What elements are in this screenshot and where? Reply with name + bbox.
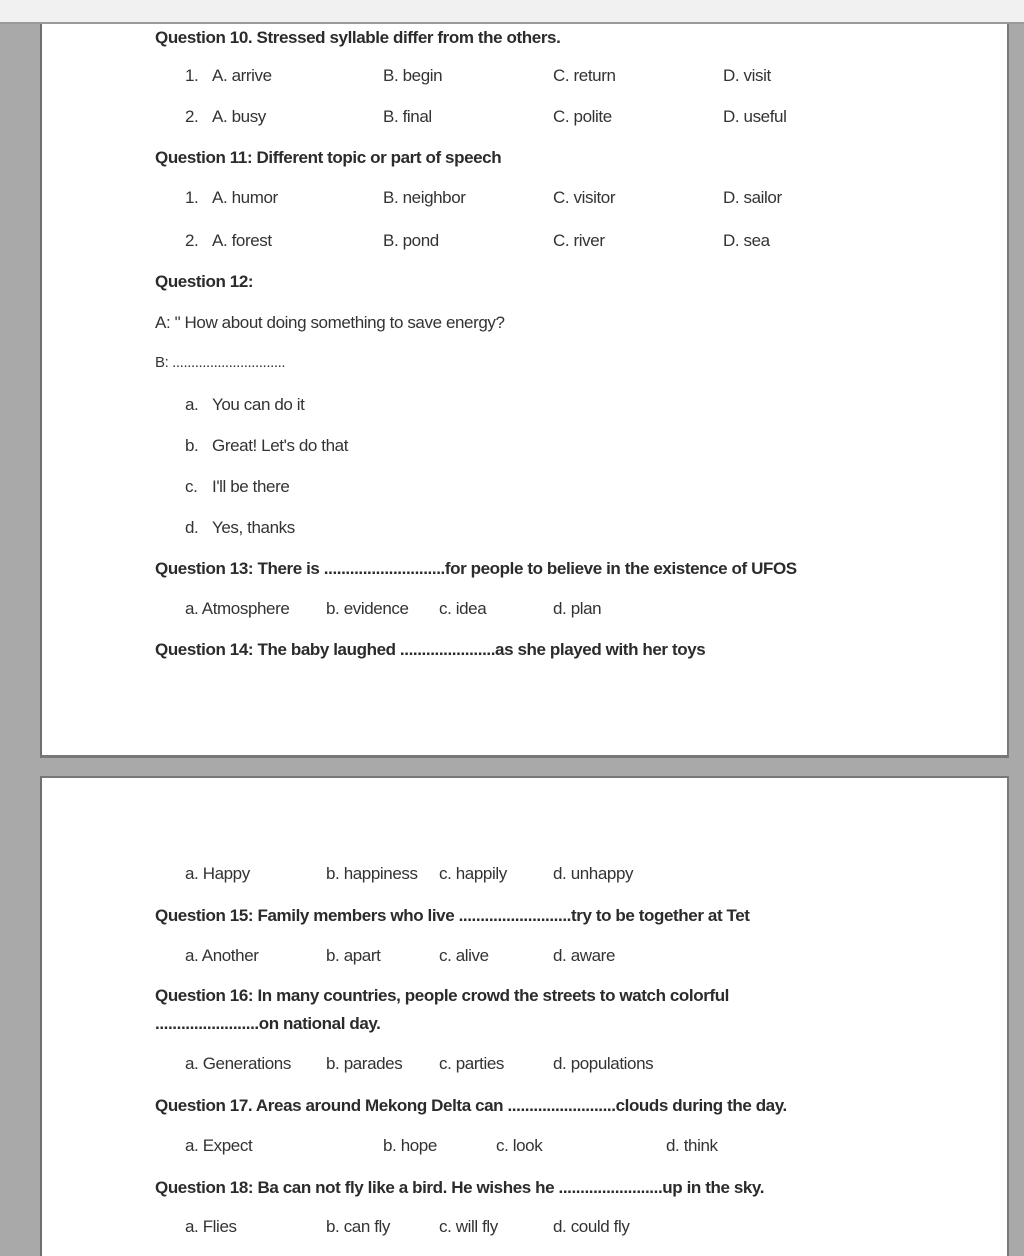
option-d: d. populations — [553, 1054, 654, 1073]
option-b: b. parades — [326, 1054, 403, 1073]
option-a: a. Flies — [185, 1217, 237, 1236]
question-13-title: Question 13: There is ............................for people to believe in the existence of UFOS — [155, 559, 797, 578]
option-a: a. Expect — [185, 1136, 253, 1155]
dialogue-line-a: A: " How about doing something to save energy? — [155, 313, 505, 332]
dialogue-line-b: B: .............................. — [155, 354, 286, 371]
option-b: b. apart — [326, 946, 381, 965]
option-d: D. sailor — [723, 188, 782, 207]
option-label: a. — [185, 395, 199, 414]
option-a: a. Atmosphere — [185, 599, 290, 618]
question-16-title-continued: ........................on national day. — [155, 1014, 381, 1033]
option-text: You can do it — [212, 395, 305, 414]
option-a: A. busy — [212, 107, 266, 126]
option-c: c. parties — [439, 1054, 504, 1073]
question-11-title: Question 11: Different topic or part of speech — [155, 148, 502, 167]
option-b: B. pond — [383, 231, 439, 250]
option-c: c. happily — [439, 864, 507, 883]
option-c: c. alive — [439, 946, 489, 965]
option-a: a. Generations — [185, 1054, 291, 1073]
option-c: C. polite — [553, 107, 612, 126]
row-number: 2. — [185, 231, 199, 250]
document-page-2 — [40, 776, 1009, 1256]
option-a: a. Another — [185, 946, 259, 965]
question-12-title: Question 12: — [155, 272, 254, 291]
option-label: d. — [185, 518, 199, 537]
option-b: B. begin — [383, 66, 443, 85]
document-page-1 — [40, 24, 1009, 758]
option-text: I'll be there — [212, 477, 290, 496]
option-b: b. can fly — [326, 1217, 391, 1236]
option-a: A. forest — [212, 231, 272, 250]
option-text: Yes, thanks — [212, 518, 295, 537]
row-number: 2. — [185, 107, 199, 126]
question-14-title: Question 14: The baby laughed ......................as she played with her toys — [155, 640, 706, 659]
option-d: D. visit — [723, 66, 771, 85]
option-c: C. return — [553, 66, 616, 85]
option-c: c. look — [496, 1136, 543, 1155]
viewer-top-strip — [0, 0, 1024, 24]
option-a: A. arrive — [212, 66, 272, 85]
option-label: c. — [185, 477, 198, 496]
option-d: d. unhappy — [553, 864, 634, 883]
option-d: d. plan — [553, 599, 602, 618]
row-number: 1. — [185, 66, 199, 85]
row-number: 1. — [185, 188, 199, 207]
question-18-title: Question 18: Ba can not fly like a bird. He wishes he ........................up in the sky. — [155, 1178, 765, 1197]
question-10-title: Question 10. Stressed syllable differ from the others. — [155, 28, 561, 47]
option-a: a. Happy — [185, 864, 250, 883]
option-a: A. humor — [212, 188, 278, 207]
option-c: c. idea — [439, 599, 487, 618]
option-b: b. evidence — [326, 599, 409, 618]
option-text: Great! Let's do that — [212, 436, 349, 455]
option-d: d. could fly — [553, 1217, 630, 1236]
question-17-title: Question 17. Areas around Mekong Delta can .........................clouds during the day. — [155, 1096, 787, 1115]
option-b: b. hope — [383, 1136, 437, 1155]
option-c: C. river — [553, 231, 605, 250]
option-d: d. think — [666, 1136, 718, 1155]
option-d: D. useful — [723, 107, 787, 126]
option-c: c. will fly — [439, 1217, 498, 1236]
option-b: B. final — [383, 107, 432, 126]
question-15-title: Question 15: Family members who live ..........................try to be together at Tet — [155, 906, 750, 925]
option-d: d. aware — [553, 946, 616, 965]
option-b: b. happiness — [326, 864, 418, 883]
option-c: C. visitor — [553, 188, 616, 207]
option-b: B. neighbor — [383, 188, 466, 207]
option-label: b. — [185, 436, 199, 455]
question-16-title: Question 16: In many countries, people crowd the streets to watch colorful — [155, 986, 730, 1005]
option-d: D. sea — [723, 231, 770, 250]
